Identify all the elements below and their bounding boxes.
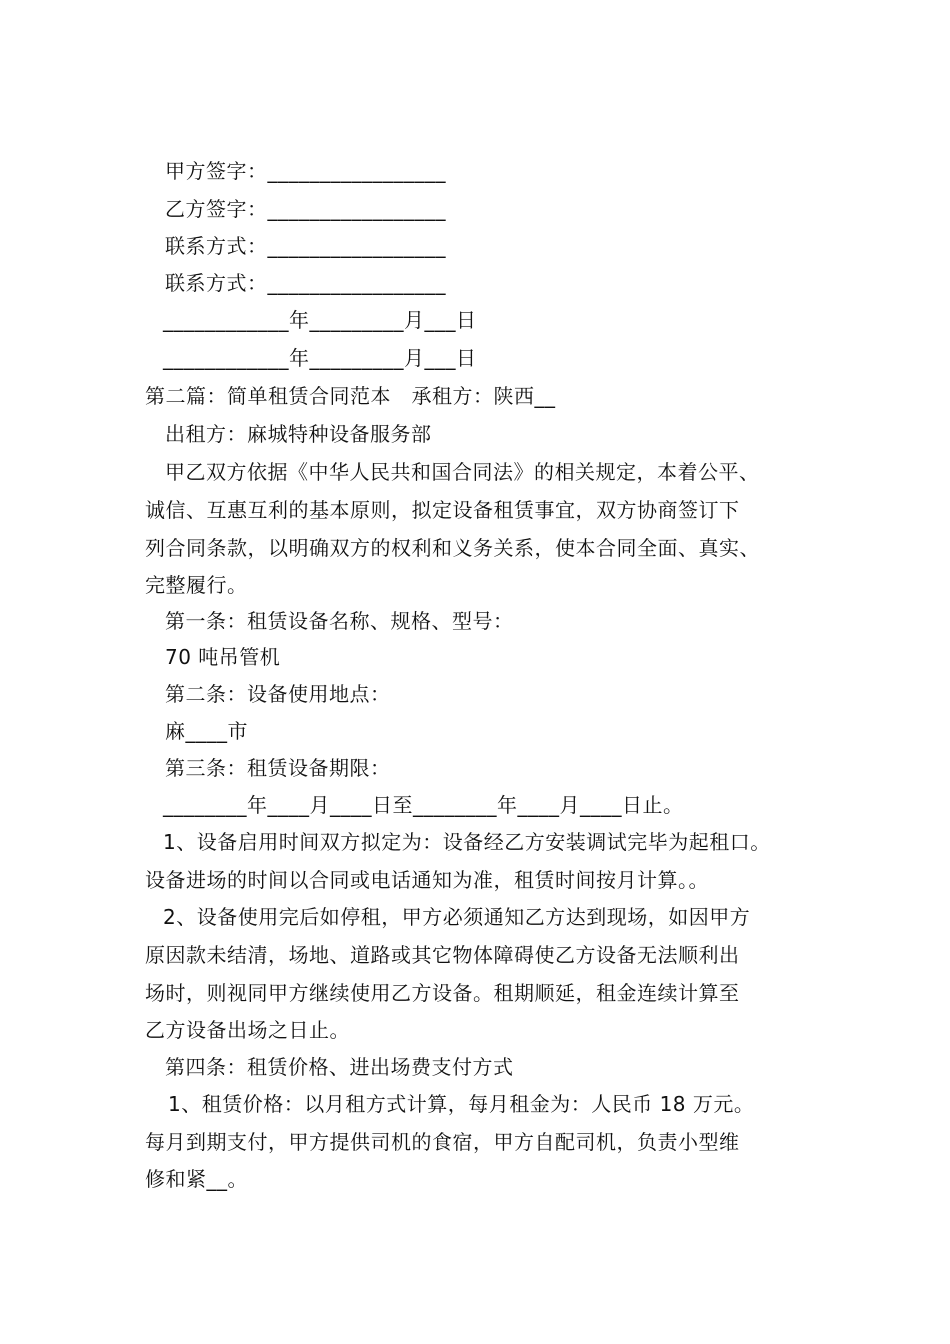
paragraph-line: 场时，则视同甲方继续使用乙方设备。租期顺延，租金连续计算至 [145,981,740,1005]
contact-line-2: 联系方式：_________________ [165,271,446,295]
paragraph-line: 每月到期支付，甲方提供司机的食宿，甲方自配司机，负责小型维 [145,1130,740,1154]
paragraph-line: 修和紧__。 [145,1167,248,1191]
contact-line-1: 联系方式：_________________ [165,234,446,258]
party-b-signature-line: 乙方签字：_________________ [165,197,446,221]
lessor-line: 出租方：麻城特种设备服务部 [165,422,432,446]
paragraph-line: 甲乙双方依据《中华人民共和国合同法》的相关规定，本着公平、 [165,460,760,484]
equipment-name: 70 吨吊管机 [165,645,281,669]
usage-location: 麻____市 [165,719,248,743]
date-line-1: ____________年_________月___日 [163,308,477,332]
paragraph-line: 完整履行。 [145,573,248,597]
article-1-heading: 第一条：租赁设备名称、规格、型号： [165,609,514,633]
paragraph-line: 2、设备使用完后如停租，甲方必须通知乙方达到现场，如因甲方 [163,905,751,929]
paragraph-line: 诚信、互惠互利的基本原则，拟定设备租赁事宜，双方协商签订下 [145,498,740,522]
paragraph-line: 乙方设备出场之日止。 [145,1018,350,1042]
article-4-heading: 第四条：租赁价格、进出场费支付方式 [165,1055,514,1079]
party-a-signature-line: 甲方签字：_________________ [165,159,446,183]
section-heading: 第二篇：简单租赁合同范本 承租方：陕西__ [145,384,556,408]
lease-period-line: ________年____月____日至________年____月____日止。 [163,793,684,817]
paragraph-line: 列合同条款，以明确双方的权利和义务关系，使本合同全面、真实、 [145,536,760,560]
article-3-heading: 第三条：租赁设备期限： [165,756,391,780]
date-line-2: ____________年_________月___日 [163,346,477,370]
paragraph-line: 1、设备启用时间双方拟定为：设备经乙方安装调试完毕为起租口。 [163,830,771,854]
paragraph-line: 设备进场的时间以合同或电话通知为准，租赁时间按月计算。。 [145,868,709,892]
paragraph-line: 1、租赁价格：以月租方式计算，每月租金为：人民币 18 万元。 [168,1092,755,1116]
paragraph-line: 原因款未结清，场地、道路或其它物体障碍使乙方设备无法顺利出 [145,943,740,967]
article-2-heading: 第二条：设备使用地点： [165,682,391,706]
